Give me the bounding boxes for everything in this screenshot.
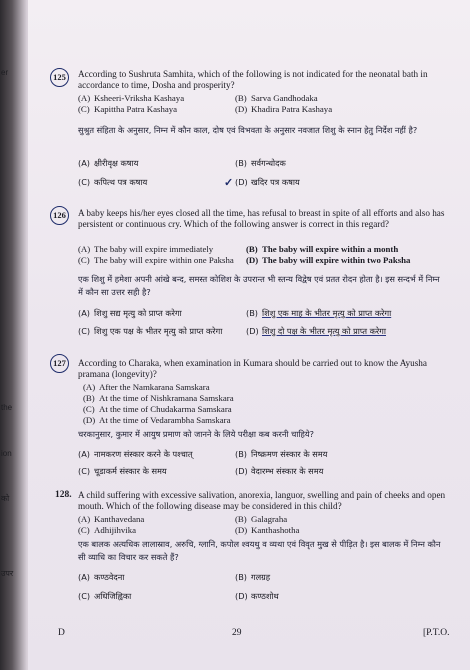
option-b-hi: (B) शिशु एक माह के भीतर मृत्यु को प्राप्त करेगा	[246, 308, 392, 318]
option-a-hi: (A) नामकरण संस्कार करने के पश्चात्	[78, 449, 193, 459]
page-number: 29	[232, 628, 242, 638]
option-c-hi: (C) शिशु एक पक्ष के भीतर मृत्यु को प्राप्त करेगा	[78, 326, 223, 336]
option-c-hi: (C) अधिजिह्विका	[78, 591, 132, 601]
option-a-hi: (A) शिशु सद्य मृत्यु को प्राप्त करेगा	[78, 308, 182, 318]
option-b-en: (B) Galagraha	[235, 514, 288, 524]
question-text-hi: एक शिशु में हमेशा अपनी आंखे बन्द, समस्त कोशिश के उपरान्त भी स्तन्य विद्वेष एवं प्रतत रोदन होता है। इस सन्दर्भ में निम्न में कौन सा उत्तर सही है?	[78, 274, 440, 297]
option-b-hi: (B) गलग्रह	[235, 572, 271, 582]
question-text-hi: सुश्रुत संहिता के अनुसार, निम्न में कौन काल, दोष एवं विभवता के अनुसार नवजात शिशु के स्नान हेतु निर्देश नहीं है?	[78, 125, 418, 135]
option-a-en: (A) The baby will expire immediately	[78, 244, 214, 254]
option-a-hi: (A) कण्ठवेदना	[78, 572, 125, 582]
question-number: 128.	[55, 490, 72, 500]
option-c-en: (C) Kapittha Patra Kashaya	[78, 104, 178, 114]
answer-mark-icon: ✓	[224, 177, 234, 189]
option-a-en: (A) Kanthavedana	[78, 514, 145, 524]
question-text-hi: चरकानुसार, कुमार में आयुष प्रमाण को जानने के लिये परीक्षा कब करनी चाहिये?	[78, 429, 314, 439]
option-d-hi: (D) वेदारम्भ संस्कार के समय	[235, 466, 324, 476]
adjacent-page-text: the	[1, 403, 13, 412]
option-d-hi: (D) शिशु दो पक्ष के भीतर मृत्यु को प्राप्त करेगा	[246, 326, 387, 336]
option-c-hi: (C) कपित्थ पत्र कषाय	[78, 177, 148, 187]
exam-page	[28, 0, 470, 670]
option-c-en: (C) The baby will expire within one Paksha	[78, 255, 234, 265]
question-text-en: According to Charaka, when examination in Kumara should be carried out to know the Ayusha pramana (longevity)?	[78, 358, 427, 380]
option-a-en: (A) Ksheeri-Vriksha Kashaya	[78, 93, 185, 103]
option-d-en: (D) The baby will expire within two Paksha	[246, 255, 411, 265]
option-d-hi: (D) कण्ठशोथ	[235, 591, 279, 601]
option-d-en: (D) At the time of Vedarambha Samskara	[83, 415, 231, 425]
option-b-en: (B) Sarva Gandhodaka	[235, 93, 318, 103]
adjacent-page-text: er	[1, 68, 9, 77]
option-b-en: (B) The baby will expire within a month	[246, 244, 399, 254]
question-number: 127	[50, 354, 69, 373]
option-b-hi: (B) निष्क्रमण संस्कार के समय	[235, 449, 328, 459]
adjacent-page-text: को	[1, 494, 10, 503]
option-c-en: (C) Adhijihvika	[78, 525, 137, 535]
option-d-en: (D) Kanthashotha	[235, 525, 300, 535]
question-text-en: A child suffering with excessive salivation, anorexia, languor, swelling and pain of cheeks and open mouth. Which of the following disease may be considered in this child?	[78, 490, 446, 512]
option-c-hi: (C) चूडाकर्म संस्कार के समय	[78, 466, 167, 476]
option-b-en: (B) At the time of Nishkramana Samskara	[83, 393, 234, 403]
adjacent-page-text: उपर	[1, 569, 14, 578]
option-a-hi: (A) क्षीरीवृक्ष कषाय	[78, 158, 139, 168]
booklet-series: D	[58, 628, 65, 638]
option-d-hi: (D) खदिर पत्र कषाय	[235, 177, 300, 187]
option-c-en: (C) At the time of Chudakarma Samskara	[83, 404, 232, 414]
please-turn-over: [P.T.O.	[423, 628, 450, 638]
adjacent-page-strip	[0, 0, 30, 670]
option-d-en: (D) Khadira Patra Kashaya	[235, 104, 333, 114]
question-text-hi: एक बालक अत्यधिक लालास्राव, अरुचि, ग्लानि, कपोल श्वयथु व व्यथा एवं विवृत मुख से पीड़ित है। इस बालक में निम्न कौन सी व्याधि का विचार कर सकते हैं?	[78, 539, 441, 562]
option-a-en: (A) After the Namkarana Samskara	[83, 382, 210, 392]
question-text-en: A baby keeps his/her eyes closed all the time, has refusal to breast in spite of all efforts and also has persistent or continuous cry. Which of the following answer is correct in this regard?	[78, 208, 445, 230]
question-number: 125	[50, 68, 69, 87]
question-number: 126	[50, 206, 69, 225]
adjacent-page-text: ion	[1, 449, 12, 458]
option-b-hi: (B) सर्वगन्धोदक	[235, 158, 286, 168]
question-text-en: According to Sushruta Samhita, which of the following is not indicated for the neonatal bath in accordance to time, Dosha and prosperity?	[78, 69, 428, 91]
